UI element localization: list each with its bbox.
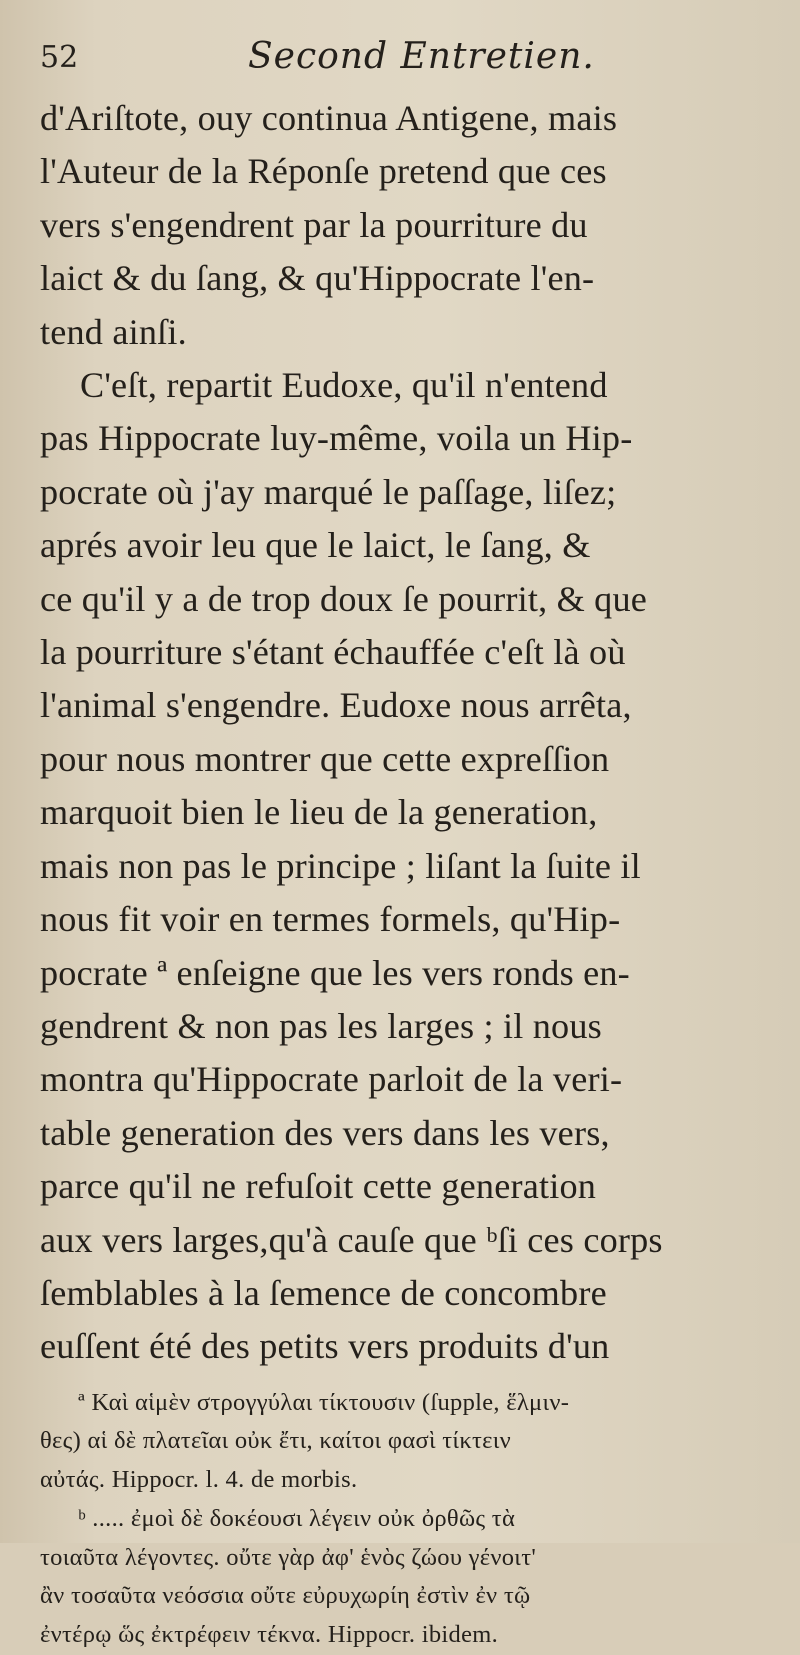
body-text bbox=[40, 92, 770, 1374]
text-line: marquoit bien le lieu de la generation, bbox=[40, 792, 598, 833]
footnote-line: ᵇ ..... ἐμοὶ δὲ δοκέουσι λέγειν οὐκ ὀρθῶς τὰ bbox=[78, 1504, 516, 1532]
text-line: pocrate où j'ay marqué le paſſage, liſez; bbox=[40, 471, 617, 512]
text-line: laict & du ſang, & qu'Hippocrate l'en- bbox=[40, 258, 595, 299]
text-line: tend ainſi. bbox=[40, 311, 187, 352]
footnote-line: ª Καὶ αἱμὲν στρογγύλαι τίκτουσιν (ſupple, ἕλμιν- bbox=[78, 1388, 570, 1416]
text-line: nous fit voir en termes formels, qu'Hip- bbox=[40, 899, 621, 940]
text-line: ſemblables à la ſemence de concombre bbox=[40, 1272, 607, 1313]
footnotes bbox=[40, 1384, 770, 1655]
footnote-line: ἂν τοσαῦτα νεόσσια οὔτε εὐρυχωρίη ἐστὶν ἐν τῷ bbox=[40, 1582, 531, 1610]
text-line: pocrate ª enſeigne que les vers ronds en- bbox=[40, 952, 630, 993]
page-number: 52 bbox=[40, 40, 79, 75]
text-line: gendrent & non pas les larges ; il nous bbox=[40, 1005, 602, 1046]
text-line: aprés avoir leu que le laict, le ſang, & bbox=[40, 525, 591, 566]
footnote-line: τοιαῦτα λέγοντες. οὔτε γὰρ ἀφ' ἑνὸς ζώου γένοιτ' bbox=[40, 1543, 537, 1571]
text-line: pas Hippocrate luy-même, voila un Hip- bbox=[40, 418, 633, 459]
footnote-line: ἐντέρῳ ὥς ἐκτρέφειν τέκνα. Hippocr. ibidem. bbox=[40, 1620, 499, 1648]
text-line: la pourriture s'étant échauffée c'eſt là où bbox=[40, 632, 626, 673]
text-line: C'eſt, repartit Eudoxe, qu'il n'entend bbox=[80, 365, 608, 406]
text-line: aux vers larges,qu'à cauſe que ᵇſi ces corps bbox=[40, 1219, 663, 1260]
text-line: vers s'engendrent par la pourriture du bbox=[40, 204, 588, 245]
text-line: d'Ariſtote, ouy continua Antigene, mais bbox=[40, 98, 618, 138]
text-line: montra qu'Hippocrate parloit de la veri- bbox=[40, 1059, 623, 1100]
text-line: table generation des vers dans les vers, bbox=[40, 1112, 610, 1153]
footnote-line: θες) αἱ δὲ πλατεῖαι οὐκ ἔτι, καίτοι φασὶ τίκτειν bbox=[40, 1427, 511, 1455]
text-line: mais non pas le principe ; liſant la ſuite il bbox=[40, 845, 641, 886]
running-title: Second Entretien. bbox=[248, 36, 595, 77]
text-line: euſſent été des petits vers produits d'un bbox=[40, 1326, 610, 1367]
text-line: l'Auteur de la Réponſe pretend que ces bbox=[40, 151, 607, 192]
text-line: pour nous montrer que cette expreſſion bbox=[40, 738, 610, 779]
text-line: ce qu'il y a de trop doux ſe pourrit, & que bbox=[40, 578, 648, 619]
text-line: l'animal s'engendre. Eudoxe nous arrêta, bbox=[40, 685, 632, 726]
footnote-line: αὐτάς. Hippocr. l. 4. de morbis. bbox=[40, 1466, 358, 1494]
running-head bbox=[40, 34, 770, 92]
text-line: parce qu'il ne refuſoit cette generation bbox=[40, 1166, 597, 1207]
